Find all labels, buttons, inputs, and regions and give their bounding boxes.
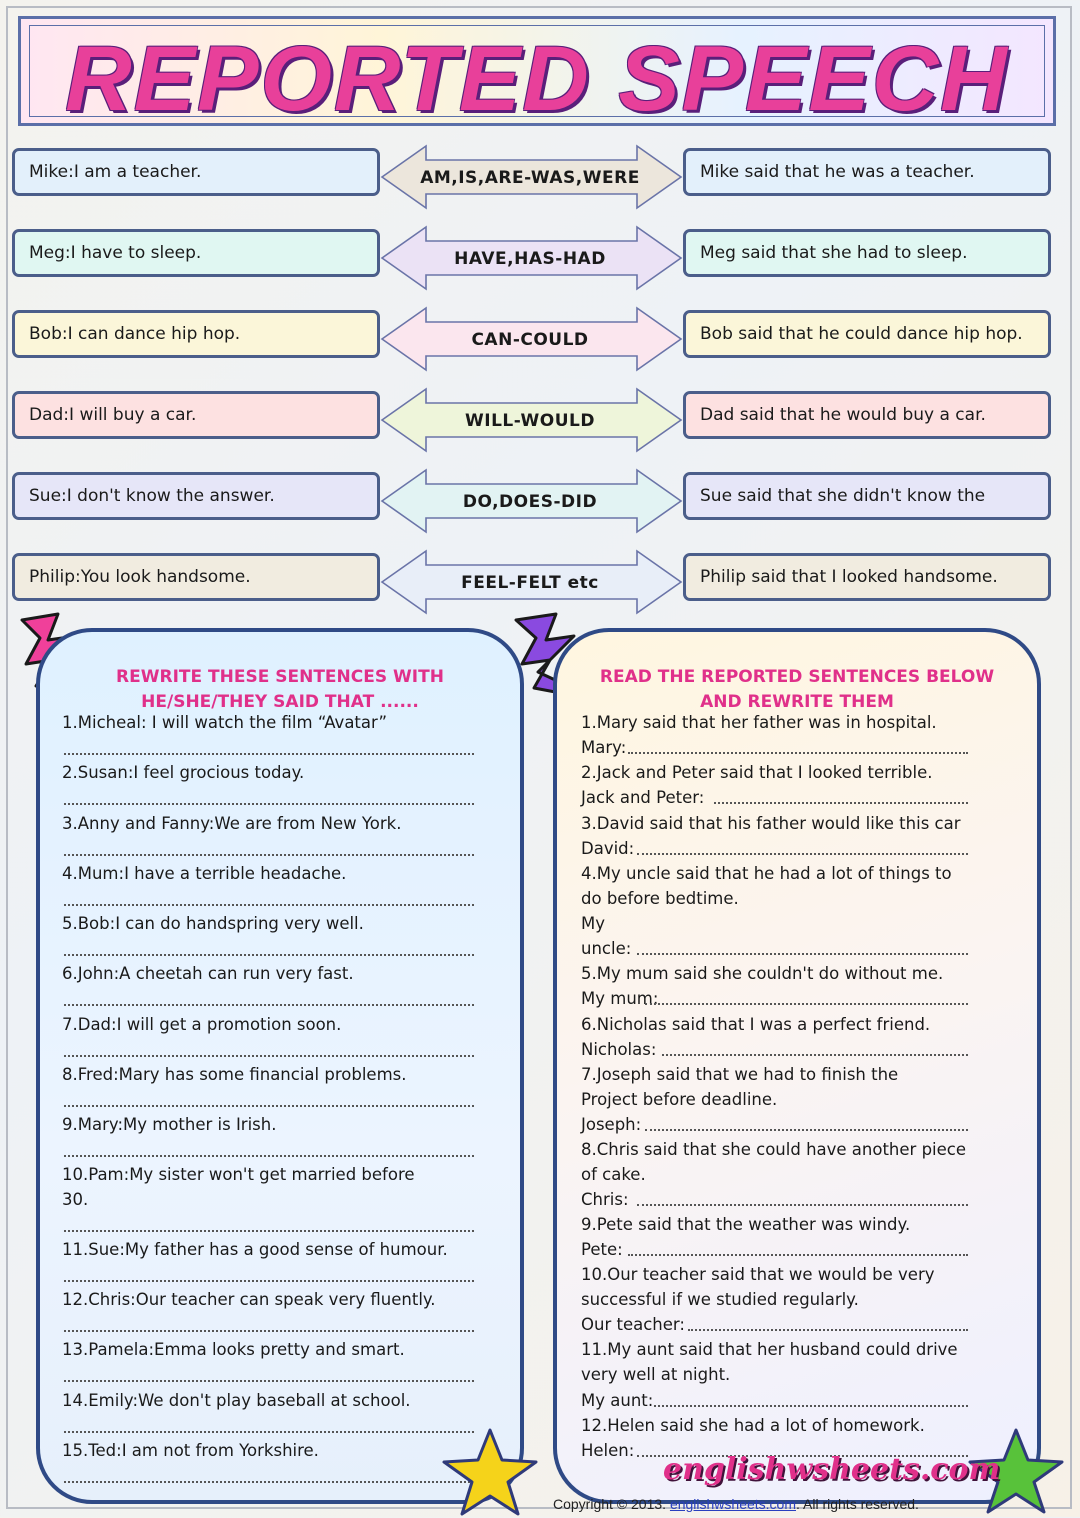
rule-row bbox=[0, 229, 1080, 281]
reported-sentence: My bbox=[581, 914, 606, 933]
answer-prompt: Chris: bbox=[581, 1190, 629, 1209]
star-icon-yellow bbox=[440, 1426, 540, 1518]
rule-row bbox=[0, 391, 1080, 443]
answer-prompt: Our teacher: bbox=[581, 1315, 685, 1334]
reported-sentence: successful if we studied regularly. bbox=[581, 1290, 859, 1309]
tense-rule-label: CAN-COULD bbox=[471, 330, 589, 350]
answer-line[interactable] bbox=[645, 1129, 968, 1131]
direct-speech-box: Philip:You look handsome. bbox=[12, 553, 380, 601]
reported-sentence: 9.Pete said that the weather was windy. bbox=[581, 1215, 911, 1234]
answer-line[interactable] bbox=[64, 1105, 474, 1107]
rewrite-title-line2: HE/SHE/THEY SAID THAT ...... bbox=[141, 692, 419, 712]
answer-prompt: Helen: bbox=[581, 1441, 635, 1460]
answer-line[interactable] bbox=[64, 954, 474, 956]
answer-line[interactable] bbox=[688, 1329, 968, 1331]
rule-row bbox=[0, 472, 1080, 524]
exercise-sentence: 7.Dad:I will get a promotion soon. bbox=[62, 1015, 342, 1034]
reported-speech-box: Sue said that she didn't know the bbox=[683, 472, 1051, 520]
answer-line[interactable] bbox=[714, 802, 968, 804]
reported-sentence: of cake. bbox=[581, 1165, 646, 1184]
answer-line[interactable] bbox=[637, 953, 968, 955]
answer-line[interactable] bbox=[64, 1280, 474, 1282]
exercise-sentence: 1.Micheal: I will watch the film “Avatar” bbox=[62, 713, 388, 732]
answer-line[interactable] bbox=[628, 1254, 968, 1256]
reported-sentence: 5.My mum said she couldn't do without me. bbox=[581, 964, 944, 983]
answer-line[interactable] bbox=[64, 1055, 474, 1057]
title-banner bbox=[18, 16, 1056, 130]
rule-row bbox=[0, 553, 1080, 605]
direct-speech-box: Dad:I will buy a car. bbox=[12, 391, 380, 439]
answer-line[interactable] bbox=[64, 854, 474, 856]
exercise-sentence: 30. bbox=[62, 1190, 89, 1209]
answer-prompt: Mary: bbox=[581, 738, 627, 757]
answer-prompt: uncle: bbox=[581, 939, 632, 958]
answer-line[interactable] bbox=[64, 904, 474, 906]
answer-line[interactable] bbox=[628, 752, 968, 754]
reported-sentence: 12.Helen said she had a lot of homework. bbox=[581, 1416, 925, 1435]
answer-line[interactable] bbox=[64, 1330, 474, 1332]
reported-speech-box: Philip said that I looked handsome. bbox=[683, 553, 1051, 601]
reported-title-line2: AND REWRITE THEM bbox=[700, 692, 894, 712]
direct-speech-box: Sue:I don't know the answer. bbox=[12, 472, 380, 520]
answer-line[interactable] bbox=[64, 803, 474, 805]
tense-rule-label: DO,DOES-DID bbox=[462, 492, 598, 512]
exercise-sentence: 11.Sue:My father has a good sense of humour. bbox=[62, 1240, 448, 1259]
answer-prompt: David: bbox=[581, 839, 635, 858]
exercise-sentence: 12.Chris:Our teacher can speak very fluently. bbox=[62, 1290, 436, 1309]
answer-prompt: Nicholas: bbox=[581, 1040, 657, 1059]
answer-prompt: Joseph: bbox=[581, 1115, 642, 1134]
answer-line[interactable] bbox=[64, 1004, 474, 1006]
copyright-notice bbox=[553, 1496, 919, 1512]
reported-sentence: 3.David said that his father would like this car bbox=[581, 814, 961, 833]
brand-logo: englishwsheets.com bbox=[663, 1452, 1001, 1487]
tense-rule-label: FEEL-FELT etc bbox=[461, 573, 599, 593]
reported-sentence: Project before deadline. bbox=[581, 1090, 778, 1109]
reported-sentence: 7.Joseph said that we had to finish the bbox=[581, 1065, 899, 1084]
exercise-sentence: 3.Anny and Fanny:We are from New York. bbox=[62, 814, 402, 833]
exercise-sentence: 6.John:A cheetah can run very fast. bbox=[62, 964, 354, 983]
exercise-sentence: 2.Susan:I feel grocious today. bbox=[62, 763, 305, 782]
reported-sentence: 4.My uncle said that he had a lot of things to bbox=[581, 864, 952, 883]
rule-row bbox=[0, 310, 1080, 362]
reported-title-line1: READ THE REPORTED SENTENCES BELOW bbox=[599, 667, 995, 687]
exercise-sentence: 4.Mum:I have a terrible headache. bbox=[62, 864, 347, 883]
answer-line[interactable] bbox=[64, 1481, 474, 1483]
answer-line[interactable] bbox=[64, 1155, 474, 1157]
reported-sentence: 10.Our teacher said that we would be very bbox=[581, 1265, 935, 1284]
answer-prompt: Jack and Peter: bbox=[581, 788, 705, 807]
reported-sentence: 11.My aunt said that her husband could drive bbox=[581, 1340, 958, 1359]
exercise-sentence: 5.Bob:I can do handspring very well. bbox=[62, 914, 364, 933]
reported-speech-box: Dad said that he would buy a car. bbox=[683, 391, 1051, 439]
direct-speech-box: Meg:I have to sleep. bbox=[12, 229, 380, 277]
copyright-prefix: Copyright © 2013. bbox=[553, 1496, 670, 1512]
reported-panel-title bbox=[557, 665, 1037, 715]
reported-sentence: 1.Mary said that her father was in hospital. bbox=[581, 713, 937, 732]
reported-speech-box: Meg said that she had to sleep. bbox=[683, 229, 1051, 277]
rewrite-panel-title bbox=[40, 665, 520, 715]
answer-line[interactable] bbox=[637, 853, 968, 855]
answer-line[interactable] bbox=[64, 753, 474, 755]
exercise-sentence: 13.Pamela:Emma looks pretty and smart. bbox=[62, 1340, 405, 1359]
answer-line[interactable] bbox=[64, 1380, 474, 1382]
answer-line[interactable] bbox=[64, 1230, 474, 1232]
exercise-sentence: 10.Pam:My sister won't get married before bbox=[62, 1165, 415, 1184]
exercise-sentence: 8.Fred:Mary has some financial problems. bbox=[62, 1065, 407, 1084]
direct-speech-box: Mike:I am a teacher. bbox=[12, 148, 380, 196]
answer-line[interactable] bbox=[654, 1405, 968, 1407]
reported-sentence: 8.Chris said that she could have another piece bbox=[581, 1140, 967, 1159]
exercise-sentence: 14.Emily:We don't play baseball at school. bbox=[62, 1391, 411, 1410]
rule-row bbox=[0, 148, 1080, 200]
copyright-suffix: . All rights reserved. bbox=[796, 1496, 919, 1512]
tense-rule-label: WILL-WOULD bbox=[465, 411, 595, 431]
answer-line[interactable] bbox=[637, 1204, 968, 1206]
answer-prompt: Pete: bbox=[581, 1240, 623, 1259]
exercise-sentence: 9.Mary:My mother is Irish. bbox=[62, 1115, 277, 1134]
reported-speech-box: Mike said that he was a teacher. bbox=[683, 148, 1051, 196]
answer-prompt: My mum: bbox=[581, 989, 659, 1008]
answer-line[interactable] bbox=[64, 1431, 474, 1433]
direct-speech-box: Bob:I can dance hip hop. bbox=[12, 310, 380, 358]
rewrite-title-line1: REWRITE THESE SENTENCES WITH bbox=[116, 667, 444, 687]
answer-line[interactable] bbox=[645, 1003, 968, 1005]
reported-sentence: 2.Jack and Peter said that I looked terrible. bbox=[581, 763, 933, 782]
exercise-sentence: 15.Ted:I am not from Yorkshire. bbox=[62, 1441, 319, 1460]
answer-prompt: My aunt: bbox=[581, 1391, 654, 1410]
reported-sentence: do before bedtime. bbox=[581, 889, 739, 908]
reported-sentence: very well at night. bbox=[581, 1365, 731, 1384]
tense-rule-label: AM,IS,ARE-WAS,WERE bbox=[420, 168, 640, 188]
reported-speech-box: Bob said that he could dance hip hop. bbox=[683, 310, 1051, 358]
tense-rule-label: HAVE,HAS-HAD bbox=[454, 249, 606, 269]
page-title: REPORTED SPEECH bbox=[65, 28, 1009, 130]
answer-line[interactable] bbox=[662, 1054, 968, 1056]
copyright-link[interactable]: englishwsheets.com bbox=[669, 1496, 796, 1512]
reported-sentence: 6.Nicholas said that I was a perfect friend. bbox=[581, 1015, 931, 1034]
